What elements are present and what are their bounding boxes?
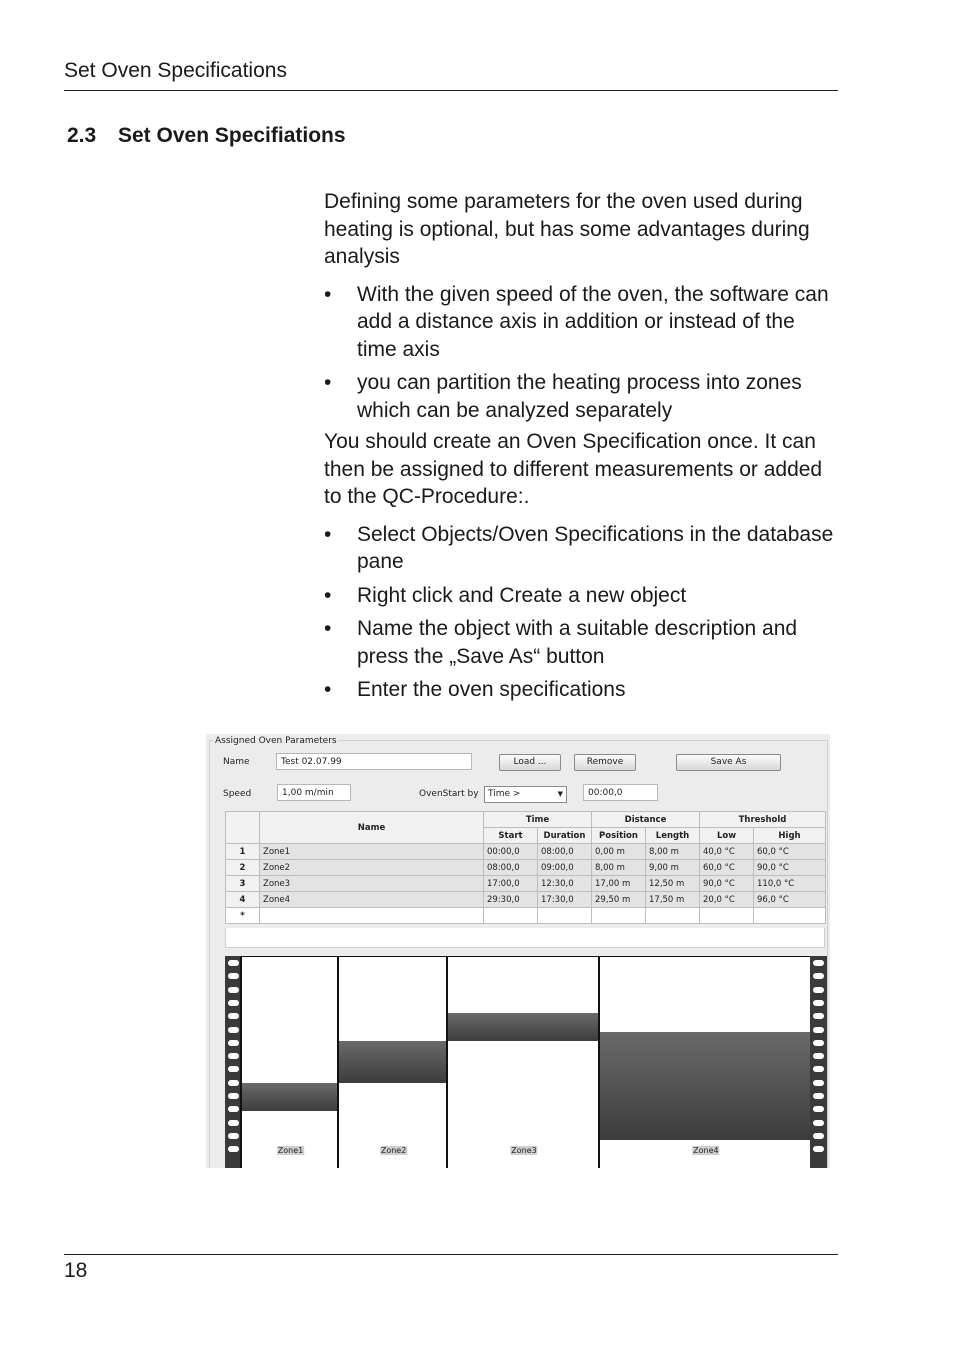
bullet-marker: • [324, 282, 332, 306]
section-title: Set Oven Specifiations [118, 124, 346, 147]
new-row[interactable] [226, 908, 826, 924]
strip-hole [228, 1093, 239, 1099]
section-number: 2.3 [67, 124, 97, 147]
strip-hole [813, 1146, 824, 1152]
table-cell[interactable]: 9,00 m [646, 860, 700, 876]
page-number: 18 [64, 1259, 88, 1282]
table-cell[interactable]: 60,0 °C [700, 860, 754, 876]
table-cell[interactable]: 60,0 °C [754, 844, 826, 860]
row-number[interactable]: 3 [226, 876, 260, 892]
zone-top-border [600, 956, 810, 957]
table-cell[interactable]: 08:00,0 [484, 860, 538, 876]
strip-hole [228, 1000, 239, 1006]
zone-top-border [339, 956, 446, 957]
ovenstart-select[interactable] [484, 786, 567, 803]
intro-paragraph: Defining some parameters for the oven used during heating is optional, but has some advantages during analysis [324, 190, 810, 268]
strip-hole [813, 960, 824, 966]
bullet-list-1-item [324, 369, 840, 424]
table-cell[interactable]: 17,50 m [646, 892, 700, 908]
zone-label: Zone1 [277, 1146, 304, 1155]
header-rule [64, 90, 838, 91]
zone-name-cell[interactable]: Zone4 [260, 892, 484, 908]
zones-table [225, 811, 826, 924]
strip-hole [228, 1133, 239, 1139]
strip-hole [228, 1013, 239, 1019]
table-cell[interactable]: 8,00 m [646, 844, 700, 860]
table-row[interactable] [226, 892, 826, 908]
zone-top-border [242, 956, 337, 957]
strip-hole [228, 960, 239, 966]
zone-column[interactable] [446, 956, 598, 1168]
name-input[interactable]: Test 02.07.99 [276, 753, 472, 770]
table-cell[interactable]: 20,0 °C [700, 892, 754, 908]
right-strip [810, 956, 827, 1168]
zone-chart [225, 956, 827, 1168]
empty-cell[interactable] [646, 908, 700, 924]
table-cell[interactable]: 96,0 °C [754, 892, 826, 908]
strip-hole [813, 1000, 824, 1006]
chevron-down-icon: ▼ [557, 790, 563, 798]
bullet-list-2-item [324, 615, 840, 670]
strip-hole [228, 973, 239, 979]
bullet-list-1 [324, 281, 840, 425]
strip-hole [813, 1027, 824, 1033]
strip-hole [813, 1133, 824, 1139]
strip-hole [813, 1053, 824, 1059]
length-column-header[interactable]: Length [646, 828, 700, 844]
group-title: Assigned Oven Parameters [215, 736, 337, 746]
high-column-header[interactable]: High [754, 828, 826, 844]
empty-cell[interactable] [260, 908, 484, 924]
bullet-text: Enter the oven specifications [357, 678, 626, 701]
bullet-text: With the given speed of the oven, the software can add a distance axis in addition or instead of the time axis [357, 282, 829, 361]
section-heading [67, 124, 346, 148]
bullet-list-2 [324, 521, 840, 704]
bullet-list-2-item [324, 582, 840, 610]
ovenstart-select-value: Time > [488, 789, 521, 799]
zone-threshold-band[interactable] [600, 1032, 810, 1139]
remove-button[interactable]: Remove [574, 754, 636, 771]
row-number[interactable]: 2 [226, 860, 260, 876]
duration-column-header[interactable]: Duration [538, 828, 592, 844]
zone-threshold-band[interactable] [339, 1041, 446, 1083]
bullet-text: you can partition the heating process into zones which can be analyzed separately [357, 371, 802, 422]
strip-hole [228, 1080, 239, 1086]
zone-name-cell[interactable]: Zone3 [260, 876, 484, 892]
table-cell[interactable]: 90,0 °C [754, 860, 826, 876]
table-row[interactable] [226, 876, 826, 892]
table-empty-area [225, 928, 825, 948]
load-button[interactable]: Load ... [499, 754, 561, 771]
new-row-marker[interactable]: * [226, 908, 260, 924]
table-cell[interactable]: 12,50 m [646, 876, 700, 892]
table-cell[interactable]: 40,0 °C [700, 844, 754, 860]
zone-threshold-band[interactable] [448, 1013, 598, 1041]
row-number[interactable]: 1 [226, 844, 260, 860]
row-number[interactable]: 4 [226, 892, 260, 908]
strip-hole [813, 1040, 824, 1046]
strip-hole [813, 1106, 824, 1112]
table-row[interactable] [226, 860, 826, 876]
strip-hole [228, 987, 239, 993]
zone-name-cell[interactable]: Zone2 [260, 860, 484, 876]
bullet-marker: • [324, 522, 332, 546]
table-cell[interactable]: 0,00 m [592, 844, 646, 860]
strip-hole [228, 1120, 239, 1126]
strip-hole [813, 987, 824, 993]
empty-cell[interactable] [484, 908, 538, 924]
speed-label: Speed [223, 789, 252, 799]
ovenstart-label: OvenStart by [419, 789, 479, 799]
strip-hole [228, 1027, 239, 1033]
bullet-text: Select Objects/Oven Specifications in the database pane [357, 522, 834, 573]
strip-hole [228, 1040, 239, 1046]
table-cell[interactable]: 09:00,0 [538, 860, 592, 876]
body-text [324, 188, 840, 710]
zone-threshold-band[interactable] [242, 1083, 337, 1111]
strip-hole [813, 1120, 824, 1126]
strip-hole [813, 973, 824, 979]
table-row[interactable] [226, 844, 826, 860]
table-cell[interactable]: 12:30,0 [538, 876, 592, 892]
name-label: Name [223, 757, 250, 767]
strip-hole [228, 1146, 239, 1152]
table-cell[interactable]: 110,0 °C [754, 876, 826, 892]
zone-column[interactable] [598, 956, 810, 1168]
bullet-text: Name the object with a suitable description and press the „Save As“ button [357, 617, 798, 668]
position-column-header[interactable]: Position [592, 828, 646, 844]
strip-hole [228, 1053, 239, 1059]
name-column-header[interactable]: Name [260, 812, 484, 844]
running-header: Set Oven Specifications [64, 59, 287, 82]
footer-rule [64, 1254, 838, 1255]
low-column-header[interactable]: Low [700, 828, 754, 844]
zone-top-border [448, 956, 598, 957]
zone-column[interactable] [240, 956, 337, 1168]
ovenstart-time-input[interactable]: 00:00,0 [583, 784, 658, 801]
bullet-marker: • [324, 583, 332, 607]
second-paragraph: You should create an Oven Specification once. It can then be assigned to different measurements or added to the QC-Procedure:. [324, 430, 823, 508]
strip-hole [813, 1013, 824, 1019]
bullet-marker: • [324, 371, 332, 394]
oven-parameters-screenshot [206, 734, 830, 1168]
empty-cell[interactable] [538, 908, 592, 924]
zones-table-body [226, 844, 826, 924]
start-column-header[interactable]: Start [484, 828, 538, 844]
zone-name-cell[interactable]: Zone1 [260, 844, 484, 860]
strip-hole [228, 1066, 239, 1072]
save-as-button[interactable]: Save As [676, 754, 781, 771]
empty-cell[interactable] [754, 908, 826, 924]
distance-group-header: Distance [592, 812, 700, 828]
zone-column[interactable] [337, 956, 446, 1168]
table-cell[interactable]: 17,00 m [592, 876, 646, 892]
strip-hole [813, 1066, 824, 1072]
bullet-marker: • [324, 617, 332, 640]
table-cell[interactable]: 90,0 °C [700, 876, 754, 892]
table-cell[interactable]: 29:30,0 [484, 892, 538, 908]
table-cell[interactable]: 8,00 m [592, 860, 646, 876]
table-cell[interactable]: 17:00,0 [484, 876, 538, 892]
empty-cell[interactable] [700, 908, 754, 924]
empty-cell[interactable] [592, 908, 646, 924]
speed-input[interactable]: 1,00 m/min [277, 784, 351, 801]
zone-label: Zone3 [511, 1146, 537, 1155]
bullet-list-2-item [324, 676, 840, 704]
strip-hole [813, 1080, 824, 1086]
table-cell[interactable]: 08:00,0 [538, 844, 592, 860]
threshold-group-header: Threshold [700, 812, 826, 828]
bullet-list-2-item [324, 521, 840, 576]
table-cell[interactable]: 29,50 m [592, 892, 646, 908]
bullet-marker: • [324, 678, 332, 701]
time-group-header: Time [484, 812, 592, 828]
corner-header [226, 812, 260, 844]
zone-label: Zone4 [693, 1146, 719, 1155]
table-cell[interactable]: 17:30,0 [538, 892, 592, 908]
strip-hole [813, 1093, 824, 1099]
zone-label: Zone2 [380, 1146, 407, 1155]
table-cell[interactable]: 00:00,0 [484, 844, 538, 860]
strip-hole [228, 1106, 239, 1112]
bullet-list-1-item [324, 281, 840, 364]
bullet-text: Right click and Create a new object [357, 583, 687, 607]
